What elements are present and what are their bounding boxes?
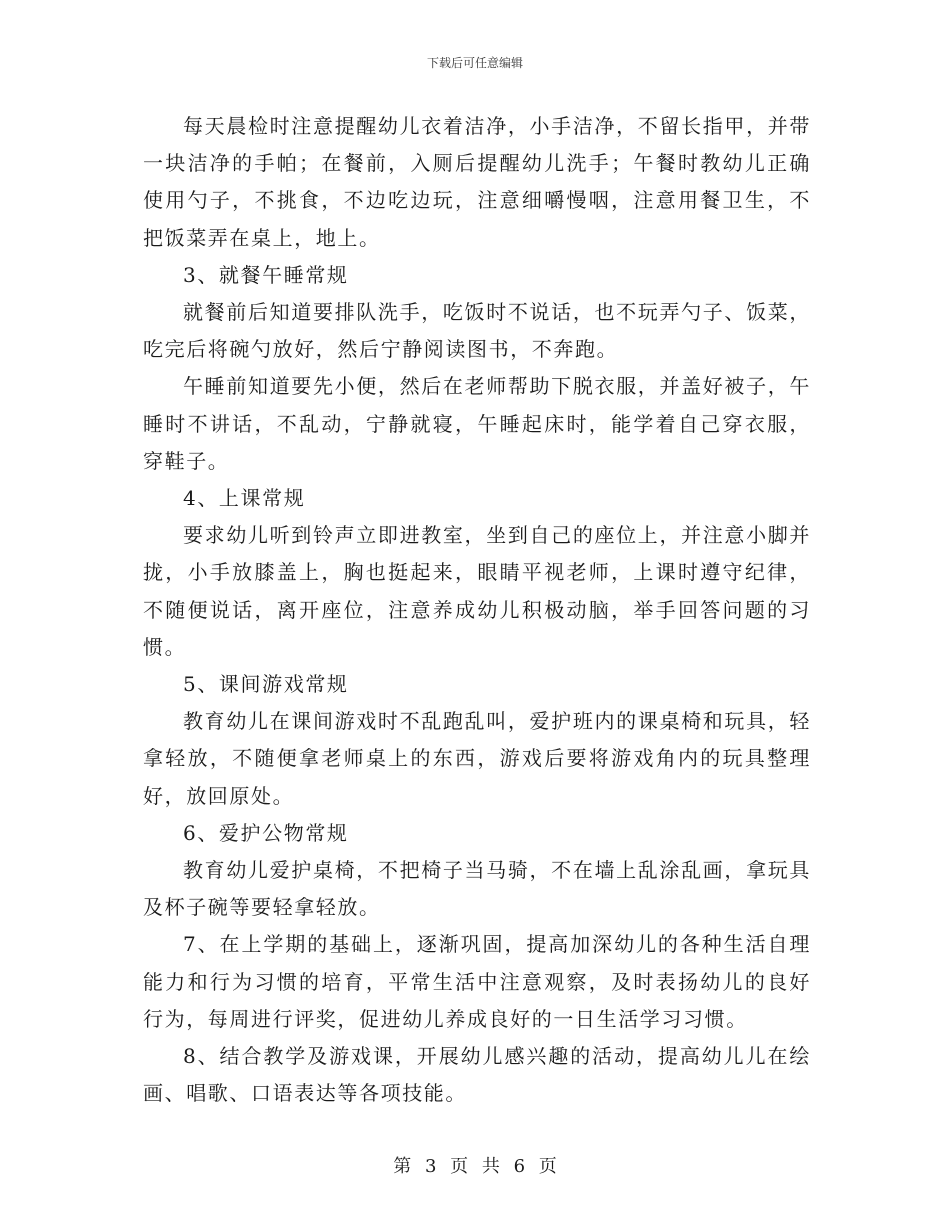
heading-class-routine: 4、上课常规 <box>183 486 306 511</box>
paragraph-meal-routine: 就餐前后知道要排队洗手，吃饭时不说话，也不玩弄勺子、饭菜，吃完后将碗勺放好，然后宁静阅读图书，不奔跑。 <box>143 300 811 362</box>
heading-meal-nap-routine: 3、就餐午睡常规 <box>183 262 349 287</box>
paragraph-item-7: 7、在上学期的基础上，逐渐巩固，提高加深幼儿的各种生活自理能力和行为习惯的培育，平常生活中注意观察，及时表扬幼儿的良好行为，每周进行评奖，促进幼儿养成良好的一日生活学习习惯。 <box>143 932 811 1031</box>
heading-break-game-routine: 5、课间游戏常规 <box>183 672 349 697</box>
paragraph-hygiene: 每天晨检时注意提醒幼儿衣着洁净，小手洁净，不留长指甲，并带一块洁净的手帕；在餐前，入厕后提醒幼儿洗手；午餐时教幼儿正确使用勺子，不挑食，不边吃边玩，注意细嚼慢咽，注意用餐卫生，不把饭菜弄在桌上，地上。 <box>143 114 811 250</box>
paragraph-item-8: 8、结合教学及游戏课，开展幼儿感兴趣的活动，提高幼儿儿在绘画、唱歌、口语表达等各项技能。 <box>143 1044 811 1106</box>
paragraph-class-routine: 要求幼儿听到铃声立即进教室，坐到自己的座位上，并注意小脚并拢，小手放膝盖上，胸也挺起来，眼睛平视老师，上课时遵守纪律，不随便说话，离开座位，注意养成幼儿积极动脑，举手回答问题的习惯。 <box>143 523 811 659</box>
page-number-footer: 第 3 页 共 6 页 <box>393 1156 557 1177</box>
paragraph-public-property-routine: 教育幼儿爱护桌椅，不把椅子当马骑，不在墙上乱涂乱画，拿玩具及杯子碗等要轻拿轻放。 <box>143 858 811 920</box>
paragraph-break-game-routine: 教育幼儿在课间游戏时不乱跑乱叫，爱护班内的课桌椅和玩具，轻拿轻放，不随便拿老师桌上的东西，游戏后要将游戏角内的玩具整理好，放回原处。 <box>143 709 811 808</box>
heading-public-property-routine: 6、爱护公物常规 <box>183 820 349 845</box>
paragraph-nap-routine: 午睡前知道要先小便，然后在老师帮助下脱衣服，并盖好被子，午睡时不讲话，不乱动，宁静就寝，午睡起床时，能学着自己穿衣服，穿鞋子。 <box>143 374 811 473</box>
document-body <box>143 108 811 1112</box>
page-header: 下载后可任意编辑 <box>426 56 523 70</box>
